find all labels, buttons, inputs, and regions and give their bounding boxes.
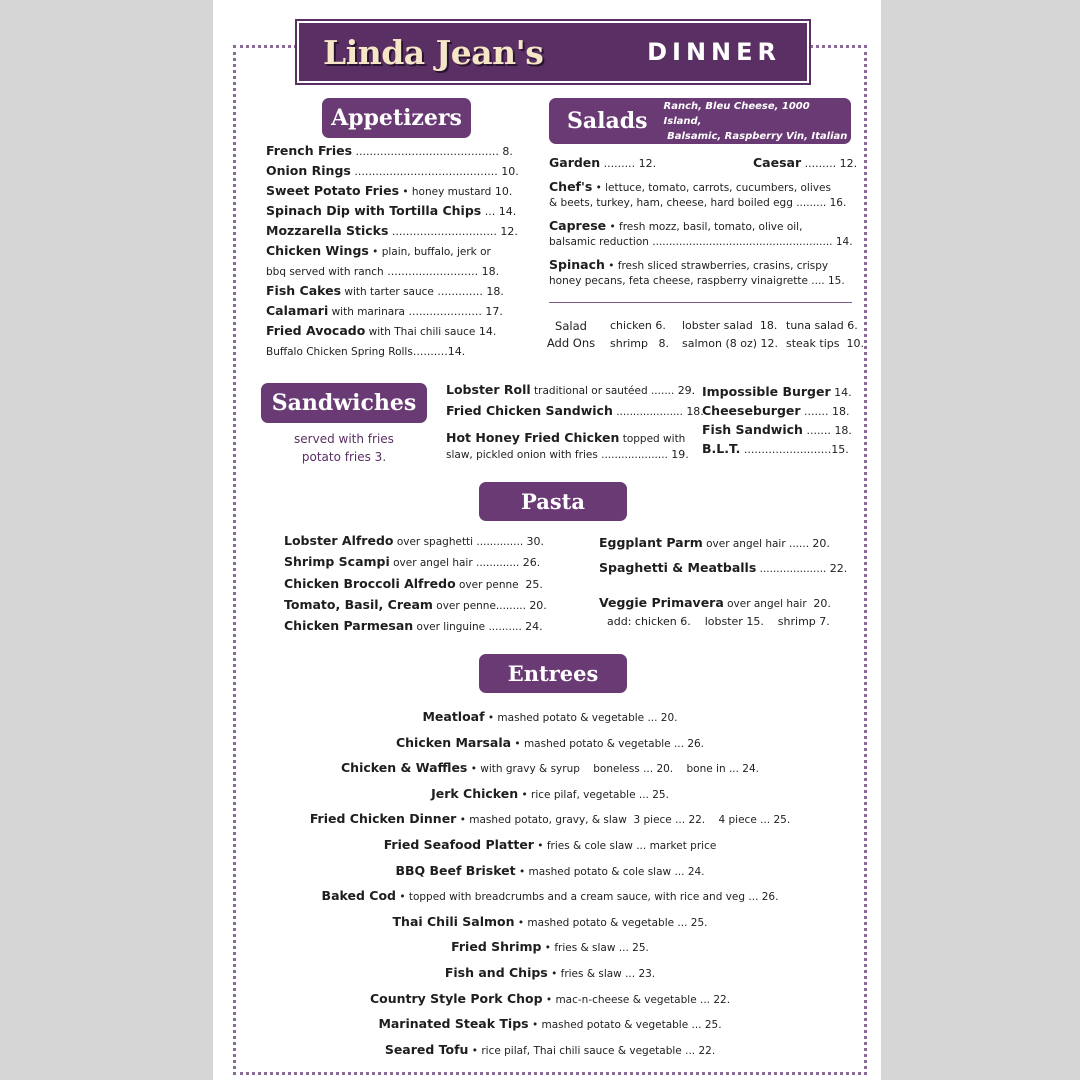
entree-item [233, 837, 867, 852]
pasta-item [284, 535, 544, 548]
sandwich-dots: ......................... [740, 443, 832, 456]
entree-item [233, 1042, 867, 1057]
appetizer-desc: • honey mustard [399, 186, 492, 198]
appetizer-dots: .......................... [383, 265, 479, 278]
sandwich-price: 29. [677, 384, 696, 397]
entree-name: Jerk Chicken [431, 785, 519, 801]
pasta-desc: over spaghetti .............. [393, 536, 527, 548]
sandwich-item [702, 443, 849, 456]
pasta-price: 25. [525, 577, 543, 591]
appetizer-item [266, 205, 516, 218]
salad-chefs-name: Chef's [549, 179, 593, 194]
entree-name: Country Style Pork Chop [369, 990, 543, 1006]
entree-desc: • mashed potato & vegetable ... 26. [511, 737, 705, 750]
pasta-name: Tomato, Basil, Cream [284, 596, 433, 612]
salad-addon-lobster: lobster salad 18. [682, 319, 778, 332]
entree-item [233, 888, 867, 903]
appetizer-item [266, 225, 518, 238]
pasta-item [599, 537, 830, 550]
sandwich-dots: ....... [800, 405, 833, 418]
appetizer-item [266, 325, 496, 338]
pasta-addons: add: chicken 6. lobster 15. shrimp 7. [607, 615, 830, 628]
entree-name: Thai Chili Salmon [392, 913, 515, 929]
entree-name: Fish and Chips [444, 965, 548, 980]
entree-item [233, 965, 867, 980]
pasta-item [284, 556, 540, 569]
sandwich-name: Cheeseburger [702, 403, 801, 418]
appetizer-price: 17. [481, 305, 503, 318]
pasta-desc: over penne [455, 578, 526, 591]
appetizer-dots: ......................................... [350, 165, 498, 178]
entree-name: Baked Cod [321, 888, 396, 904]
pasta-price: 24. [525, 620, 543, 634]
pasta-price: 22. [829, 562, 848, 575]
entree-name: Fried Seafood Platter [383, 837, 534, 852]
pasta-name: Chicken Parmesan [284, 618, 414, 634]
sandwich-name: Hot Honey Fried Chicken [446, 430, 620, 445]
appetizer-item [266, 165, 519, 178]
salad-dressings-line2: Balsamic, Raspberry Vin, Italian [667, 130, 848, 142]
sandwich-price: 18. [834, 424, 852, 437]
sandwich-price: 18. [686, 405, 704, 418]
appetizer-dots: .............................. [388, 225, 497, 238]
sandwich-desc: .................... [612, 406, 687, 418]
entree-desc: • fries & slaw ... 25. [541, 942, 649, 955]
salads-title: Salads [567, 108, 648, 134]
entree-item [233, 786, 867, 801]
salad-spinach-line2: honey pecans, feta cheese, raspberry vinaigrette .... 15. [549, 275, 845, 287]
entree-desc: • with gravy & syrup boneless ... 20. bone in ... 24. [467, 763, 759, 776]
pasta-title: Pasta [521, 489, 585, 514]
appetizer-desc: Buffalo Chicken Spring Rolls [266, 346, 413, 358]
salad-addon-salmon: salmon (8 oz) 12. [682, 337, 779, 350]
sandwich-name: B.L.T. [702, 441, 741, 456]
salad-addons-label [541, 318, 601, 352]
salad-addon-col1 [610, 317, 669, 353]
appetizers-heading [322, 98, 471, 138]
salad-addon-steak: steak tips 10. [786, 337, 864, 350]
pasta-item [599, 562, 847, 575]
pasta-desc: over angel hair ............. [389, 557, 523, 570]
pasta-desc: over angel hair ...... [702, 538, 813, 550]
sandwich-item [446, 432, 685, 445]
menu-header [297, 21, 809, 83]
entree-desc: • topped with breadcrumbs and a cream sauce, with rice and veg ... 26. [395, 891, 779, 904]
appetizer-desc: with Thai chili sauce [365, 326, 476, 338]
sandwiches-heading [261, 383, 427, 423]
appetizer-dots: ..................... [404, 305, 482, 318]
sandwich-name: Fried Chicken Sandwich [446, 403, 613, 418]
entree-item [233, 939, 867, 954]
salad-addon-shrimp: shrimp 8. [610, 337, 669, 350]
appetizer-dots: .......... [412, 345, 448, 358]
appetizer-name: Onion Rings [266, 163, 351, 178]
pasta-name: Chicken Broccoli Alfredo [284, 575, 456, 591]
sandwich-name: Lobster Roll [446, 382, 531, 397]
pasta-desc: over penne......... [432, 599, 530, 612]
pasta-price: 20. [812, 537, 830, 550]
salad-addon-chicken: chicken 6. [610, 319, 666, 332]
sandwiches-title: Sandwiches [271, 390, 417, 416]
salad-garden-price: 12. [635, 157, 657, 170]
salad-garden-dots: ......... [600, 157, 636, 170]
appetizer-price: 18. [482, 285, 504, 298]
appetizer-name: Calamari [266, 303, 329, 318]
appetizer-item [266, 285, 504, 298]
salad-caesar-name: Caesar [753, 155, 802, 170]
pasta-desc: .................... [756, 563, 830, 575]
pasta-price: 20. [529, 598, 547, 612]
entree-desc: • mac-n-cheese & vegetable ... 22. [542, 993, 731, 1006]
pasta-name: Shrimp Scampi [284, 554, 390, 570]
salad-spinach-name: Spinach [549, 257, 605, 272]
appetizer-name: Mozzarella Sticks [266, 223, 389, 238]
pasta-desc: over linguine .......... [413, 621, 526, 634]
entree-item [233, 760, 867, 775]
entrees-title: Entrees [507, 661, 599, 686]
entree-item [233, 1016, 867, 1031]
entree-name: Meatloaf [422, 709, 485, 724]
appetizer-item [266, 265, 499, 278]
entree-desc: • mashed potato & vegetable ... 20. [484, 712, 678, 724]
pasta-desc: over angel hair [723, 598, 814, 610]
appetizer-desc: bbq served with ranch [266, 266, 384, 278]
entree-desc: • mashed potato, gravy, & slaw 3 piece ... 22. 4 piece ... 25. [456, 814, 791, 827]
salad-chefs [549, 181, 831, 194]
appetizer-price: 14. [475, 325, 497, 338]
sandwich-price: 15. [831, 443, 849, 456]
appetizer-name: Fish Cakes [266, 283, 342, 298]
appetizer-price: 14. [495, 205, 517, 218]
appetizer-item [266, 145, 513, 158]
pasta-name: Eggplant Parm [599, 535, 703, 550]
sandwiches-note-line2: potato fries 3. [301, 450, 387, 464]
entree-desc: • fries & slaw ... 23. [547, 968, 656, 980]
entree-desc: • rice pilaf, Thai chili sauce & vegetable ... 22. [468, 1044, 716, 1057]
sandwich-price: 18. [832, 405, 850, 418]
appetizer-price: 8. [498, 145, 513, 158]
salad-spinach [549, 259, 828, 272]
appetizers-title: Appetizers [331, 105, 462, 131]
sandwich-item [702, 386, 852, 399]
salad-caprese [549, 220, 802, 233]
salad-addon-col3 [786, 317, 864, 353]
appetizer-item [266, 305, 503, 318]
entree-desc: • rice pilaf, vegetable ... 25. [518, 788, 669, 801]
appetizer-desc: • plain, buffalo, jerk or [368, 246, 491, 258]
entree-item [233, 735, 867, 750]
appetizer-desc: with marinara [328, 306, 405, 318]
pasta-name: Spaghetti & Meatballs [599, 560, 757, 575]
sandwich-item [702, 405, 850, 418]
pasta-item [284, 620, 543, 633]
sandwich-name: Impossible Burger [702, 384, 831, 399]
appetizer-dots: ............. [433, 285, 483, 298]
appetizer-name: Spinach Dip with Tortilla Chips [266, 203, 482, 218]
appetizer-price: 14. [447, 345, 466, 358]
pasta-item [284, 575, 543, 591]
salad-addon-col2 [682, 317, 778, 353]
entree-item [233, 709, 867, 724]
salads-heading [549, 98, 851, 144]
entree-name: Fried Chicken Dinner [309, 811, 457, 827]
sandwiches-note-line1: served with fries [294, 432, 394, 446]
entree-item [233, 914, 867, 929]
brand-logo: Linda Jean's [323, 32, 544, 72]
pasta-heading [479, 482, 627, 521]
entree-name: Chicken & Waffles [341, 760, 468, 776]
salad-caprese-desc: • fresh mozz, basil, tomato, olive oil, [606, 221, 803, 233]
pasta-item [284, 596, 547, 612]
appetizer-dots: ......................................... [352, 145, 499, 158]
appetizer-price: 12. [496, 225, 518, 238]
appetizer-name: French Fries [266, 143, 353, 158]
pasta-item [599, 597, 831, 610]
entree-desc: • fries & cole slaw ... market price [533, 840, 717, 852]
salad-caesar [753, 157, 857, 170]
appetizer-price: 18. [478, 265, 500, 278]
appetizer-desc: with tarter sauce [341, 286, 434, 298]
sandwich-price: 14. [834, 386, 852, 399]
salads-divider [549, 302, 852, 303]
salad-caesar-dots: ......... [801, 157, 837, 170]
appetizer-name: Chicken Wings [266, 243, 369, 258]
appetizer-price: 10. [491, 185, 513, 198]
entree-desc: • mashed potato & cole slaw ... 24. [515, 865, 705, 878]
appetizer-name: Sweet Potato Fries [266, 183, 400, 198]
pasta-price: 30. [526, 535, 544, 548]
pasta-price: 20. [813, 597, 831, 610]
appetizer-price: 10. [497, 165, 519, 178]
sandwiches-note [261, 430, 427, 466]
salad-garden [549, 157, 656, 170]
sandwich-item [446, 448, 689, 461]
salad-caesar-price: 12. [836, 157, 858, 170]
appetizer-dots: ... [481, 205, 496, 218]
salad-addon-tuna: tuna salad 6. [786, 319, 858, 332]
entree-item [233, 863, 867, 878]
salad-spinach-desc: • fresh sliced strawberries, crasins, crispy [604, 260, 829, 272]
entree-item [233, 811, 867, 826]
sandwich-desc: slaw, pickled onion with fries .................... [446, 449, 672, 461]
salad-addons-label-line1: Salad [555, 319, 587, 333]
salad-garden-name: Garden [549, 155, 601, 170]
entree-name: BBQ Beef Brisket [395, 862, 516, 878]
sandwich-item [446, 405, 704, 418]
sandwich-dots: ....... [802, 424, 835, 437]
appetizer-item [266, 185, 512, 198]
sandwich-desc: topped with [619, 433, 686, 445]
salad-chefs-line2: & beets, turkey, ham, cheese, hard boiled egg ......... 16. [549, 197, 847, 209]
appetizer-name: Fried Avocado [266, 323, 366, 338]
salad-caprese-line2: balsamic reduction ...................................................... 14. [549, 236, 853, 248]
salad-caprese-name: Caprese [549, 218, 607, 233]
pasta-name: Lobster Alfredo [284, 533, 394, 548]
menu-title: DINNER [647, 38, 781, 66]
sandwich-name: Fish Sandwich [702, 422, 803, 437]
appetizer-item [266, 345, 465, 358]
entree-name: Seared Tofu [384, 1041, 469, 1057]
pasta-name: Veggie Primavera [599, 595, 724, 610]
salad-dressings-line1: Ranch, Bleu Cheese, 1000 Island, [663, 100, 810, 127]
entree-desc: • mashed potato & vegetable ... 25. [514, 916, 708, 929]
salad-addons-label-line2: Add Ons [546, 336, 596, 350]
entree-name: Fried Shrimp [451, 939, 542, 955]
sandwich-desc: traditional or sautéed ....... [530, 385, 678, 397]
sandwich-price: 19. [671, 448, 689, 461]
entree-desc: • mashed potato & vegetable ... 25. [528, 1019, 722, 1032]
salad-chefs-desc: • lettuce, tomato, carrots, cucumbers, olives [592, 182, 831, 194]
entree-name: Marinated Steak Tips [378, 1016, 529, 1032]
entree-name: Chicken Marsala [395, 734, 512, 750]
pasta-price: 26. [522, 556, 541, 570]
entrees-heading [479, 654, 627, 693]
sandwich-item [446, 384, 695, 397]
appetizer-item [266, 245, 491, 258]
sandwich-item [702, 424, 852, 437]
entree-item [233, 991, 867, 1006]
